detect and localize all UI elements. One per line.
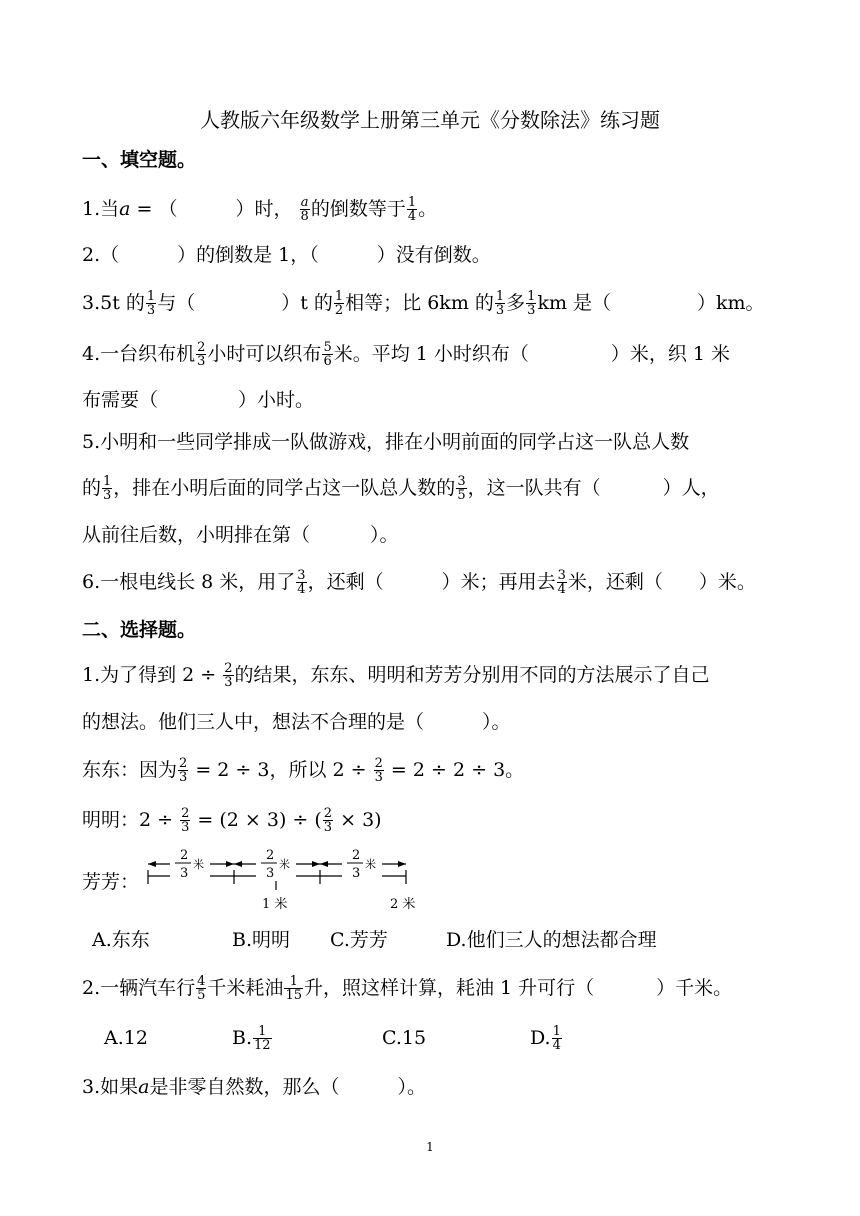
segment-1-denominator: 3 bbox=[180, 866, 189, 881]
segment-3-numerator: 2 bbox=[352, 848, 361, 863]
section-heading-fill-in: 一、填空题。 bbox=[82, 149, 197, 171]
question-1-4-line2: 布需要（ ）小时。 bbox=[82, 389, 315, 411]
q2-option-c: C.15 bbox=[382, 1027, 427, 1049]
page-number: 1 bbox=[426, 1140, 434, 1154]
segment-3-denominator: 3 bbox=[352, 866, 361, 881]
option-c: C.芳芳 bbox=[330, 929, 388, 951]
segment-2-unit: 米 bbox=[279, 858, 290, 871]
fangfang-label: 芳芳： bbox=[82, 871, 140, 893]
mark-1-meter: 1 米 bbox=[262, 897, 288, 912]
segment-2-numerator: 2 bbox=[266, 848, 275, 863]
segment-1-numerator: 2 bbox=[180, 848, 189, 863]
question-1-5-line2: 的 $\frac{1}{3}$ ，排在小明后面的同学占这一队总人数的 $\frac{3}{5}$ ，这一队共有（ ）人， bbox=[82, 473, 720, 503]
question-2-1: 1.为了得到 2 ÷ $\frac{2}{3}$ 的结果，东东、明明和芳芳分别用不同的方法展示了自己 bbox=[82, 660, 710, 690]
dongdong-method: 东东：因为 $\frac{2}{3}$ = 2 ÷ 3，所以 2 ÷ $\frac{2}{3}$ = 2 ÷ 2 ÷ 3。 bbox=[82, 755, 525, 785]
question-2-1-line2: 的想法。他们三人中，想法不合理的是（ ）。 bbox=[82, 711, 511, 733]
question-1-4: 4.一台织布机 $\frac{2}{3}$ 小时可以织布 $\frac{5}{6}$ 米。平均 1 小时织布（ ）米，织 1 米 bbox=[82, 339, 731, 369]
page-title: 人教版六年级数学上册第三单元《分数除法》练习题 bbox=[200, 108, 660, 132]
section-heading-choice: 二、选择题。 bbox=[82, 619, 197, 641]
question-2-3: 3.如果a是非零自然数，那么（ ）。 bbox=[82, 1076, 426, 1098]
question-1-6: 6.一根电线长 8 米，用了 $\frac{3}{4}$ ，还剩（ ）米；再用去 $\frac{3}{4}$ 米，还剩（ ）米。 bbox=[82, 567, 756, 597]
mark-2-meter: 2 米 bbox=[390, 897, 416, 912]
segment-3-unit: 米 bbox=[365, 858, 376, 871]
segment-1-unit: 米 bbox=[193, 858, 204, 871]
option-a: A.东东 bbox=[92, 929, 150, 951]
fangfang-number-line bbox=[144, 846, 428, 912]
option-d: D.他们三人的想法都合理 bbox=[446, 929, 657, 951]
question-1-5: 5.小明和一些同学排成一队做游戏，排在小明前面的同学占这一队总人数 bbox=[82, 431, 690, 453]
option-b: B.明明 bbox=[232, 929, 291, 951]
q2-option-a: A.12 bbox=[104, 1027, 148, 1049]
mingming-method: 明明：2 ÷ $\frac{2}{3}$ = (2 × 3) ÷ ( $\frac{2}{3}$ × 3) bbox=[82, 805, 382, 835]
question-2-2: 2.一辆汽车行 $\frac{4}{5}$ 千米耗油 $\frac{1}{15}$ 升，照这样计算，耗油 1 升可行（ ）千米。 bbox=[82, 973, 733, 1003]
question-1-5-line3: 从前往后数，小明排在第（ ）。 bbox=[82, 524, 399, 546]
question-1-3: 3.5t 的 $\frac{1}{3}$ 与（ ）t 的 $\frac{1}{2}$ 相等；比 6km 的 $\frac{1}{3}$ 多 $\frac{1}{3}$ km 是（ ）km。 bbox=[82, 288, 765, 318]
q2-option-b: B. $\frac{1}{12}$ bbox=[232, 1023, 271, 1053]
segment-2-denominator: 3 bbox=[266, 866, 275, 881]
q2-option-d: D. $\frac{1}{4}$ bbox=[530, 1023, 561, 1053]
question-1-2: 2.（ ）的倒数是 1，（ ）没有倒数。 bbox=[82, 244, 491, 266]
question-1-1: 1.当a = （ ）时， $\frac{a}{8}$ 的倒数等于 $\frac{1}{4}$ 。 bbox=[82, 194, 438, 224]
